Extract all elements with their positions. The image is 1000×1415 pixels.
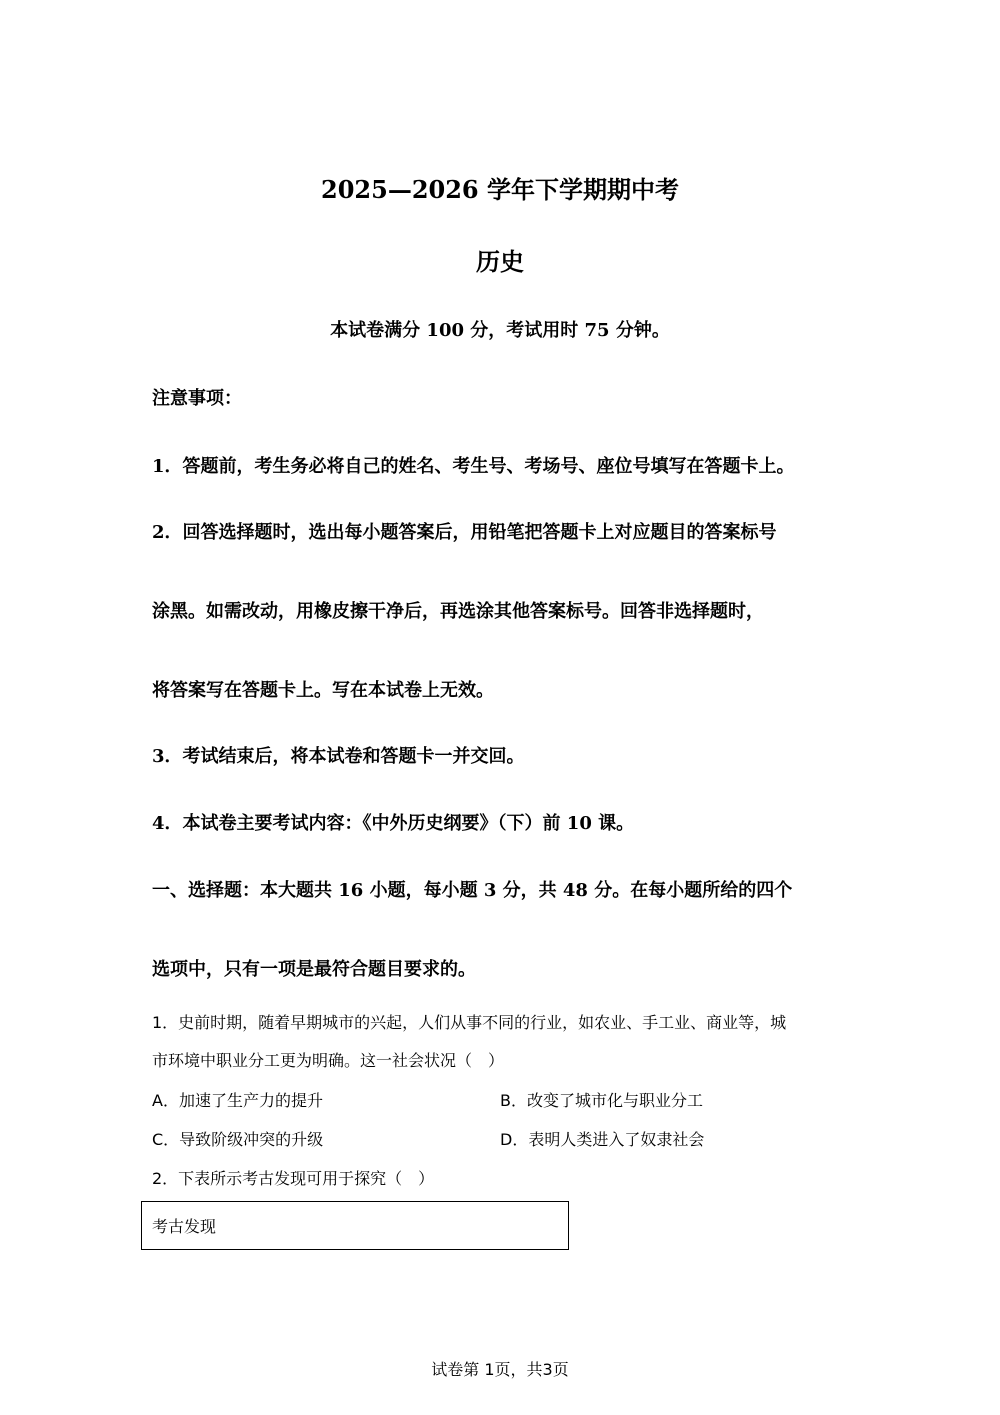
note-item-3: 3．考试结束后，将本试卷和答题卡一并交回。: [152, 746, 525, 767]
question-1-option-d: D．表明人类进入了奴隶社会: [500, 1130, 705, 1149]
question-1-line-1: 1．史前时期，随着早期城市的兴起，人们从事不同的行业，如农业、手工业、商业等，城: [152, 1013, 787, 1032]
note-item-4: 4．本试卷主要考试内容：《中外历史纲要》（下）前 10 课。: [152, 813, 635, 834]
note-item-2-line-1: 2．回答选择题时，选出每小题答案后，用铅笔把答题卡上对应题目的答案标号: [152, 522, 777, 543]
question-1-line-2: 市环境中职业分工更为明确。这一社会状况（ ）: [152, 1051, 505, 1070]
subject-title: 历史: [476, 247, 524, 276]
exam-info: 本试卷满分 100 分，考试用时 75 分钟。: [330, 320, 670, 341]
notes-heading: 注意事项：: [152, 388, 242, 409]
section-heading-line-2: 选项中，只有一项是最符合题目要求的。: [152, 959, 476, 980]
question-1-option-a: A．加速了生产力的提升: [152, 1091, 323, 1110]
section-heading-line-1: 一、选择题：本大题共 16 小题，每小题 3 分，共 48 分。在每小题所给的四个: [152, 880, 793, 901]
exam-title: 2025—2026 学年下学期期中考: [321, 175, 679, 204]
note-item-2-line-3: 将答案写在答题卡上。写在本试卷上无效。: [152, 680, 494, 701]
note-item-2-line-2: 涂黑。如需改动，用橡皮擦干净后，再选涂其他答案标号。回答非选择题时，: [152, 601, 764, 622]
table-header-cell: 考古发现: [152, 1217, 217, 1236]
question-1-option-c: C．导致阶级冲突的升级: [152, 1130, 324, 1149]
page-footer: 试卷第 1页，共3页: [431, 1360, 569, 1379]
question-2-stem: 2．下表所示考古发现可用于探究（ ）: [152, 1169, 435, 1188]
note-item-1: 1．答题前，考生务必将自己的姓名、考生号、考场号、座位号填写在答题卡上。: [152, 456, 795, 477]
archaeology-table: [141, 1201, 569, 1250]
question-1-option-b: B．改变了城市化与职业分工: [500, 1091, 703, 1110]
